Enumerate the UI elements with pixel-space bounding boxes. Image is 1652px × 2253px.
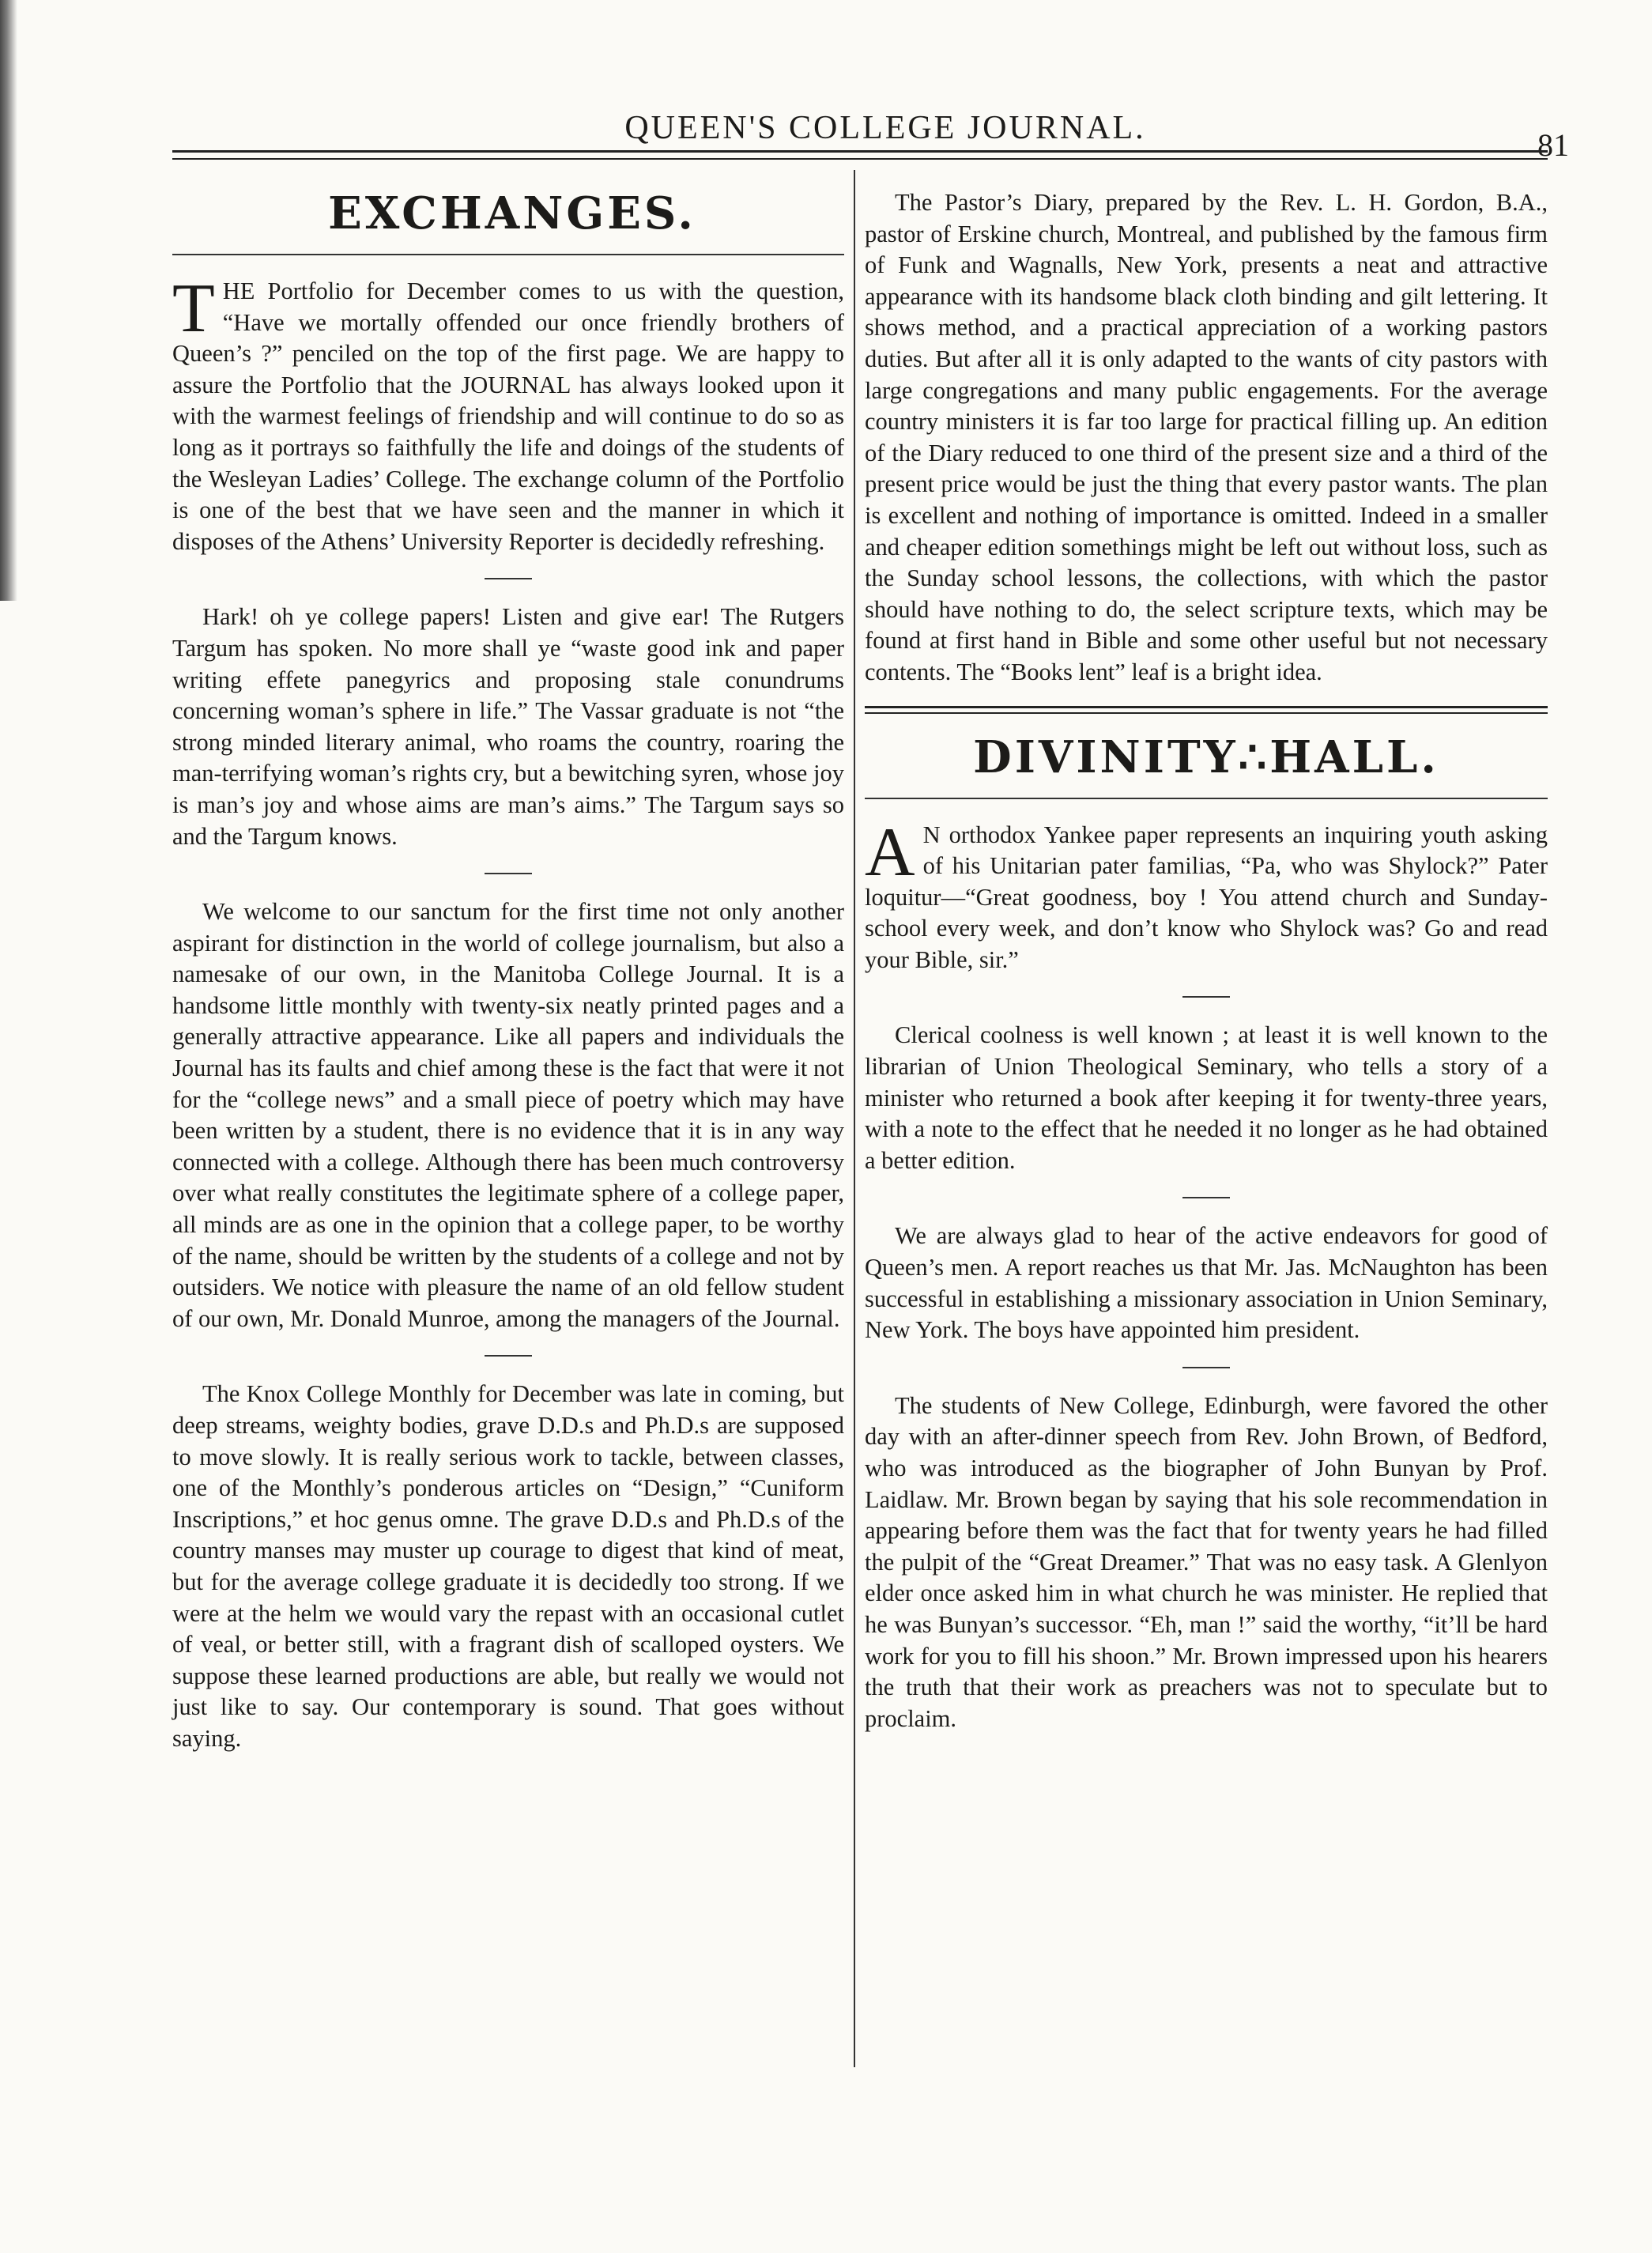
exchange-portfolio-paragraph (172, 270, 844, 557)
separator-rule (485, 1355, 532, 1357)
separator-rule (1182, 1367, 1230, 1368)
paragraph-text: N orthodox Yankee paper represents an inquiring youth asking of his Unitarian pater familias, “Pa, who was Shylock?” Pater loquitur—“Great goodness, boy ! You attend church and Sunday-school every week, and don’t know who Shylock was? Go and read your Bible, sir.” (865, 821, 1548, 973)
divinity-hall-heading: DIVINITY∴HALL. (973, 730, 1439, 783)
separator-rule (1182, 996, 1230, 998)
header-rule-double (172, 158, 1548, 160)
paragraph-text: HE Portfolio for December comes to us with the question, “Have we mortally offended our once friendly brothers of Queen’s ?” penciled on the top of the first page. We are happy to assure the Portfolio that the JOURNAL has always looked upon it with the warmest feelings of friendship and will continue to do so as long as it portrays so faithfully the life and doings of the students of the Wesleyan Ladies’ College. The exchange column of the Portfolio is one of the best that we have seen and the manner in which it disposes of the Athens’ University Reporter is decidedly refreshing. (172, 277, 844, 555)
page-number: 81 (1537, 127, 1569, 163)
separator-rule (1182, 1197, 1230, 1198)
mcnaughton-paragraph: We are always glad to hear of the active endeavors for good of Queen’s men. A report reaches us that Mr. Jas. McNaughton has been successful in establishing a missionary association in Union Seminary, New York. The boys have appointed him president. (865, 1222, 1548, 1344)
exchange-manitoba-paragraph: We welcome to our sanctum for the first time not only another aspirant for distinction in the world of college journalism, but also a namesake of our own, in the Manitoba College Journal. It is a handsome little monthly with twenty-six neatly printed pages and a generally attractive appearance. Like all papers and individuals the Journal has its faults and chief among these is the fact that were it not for the “college news” and a small piece of poetry which may have been written by a student, there is no evidence that it is in any way connected with a college. Although there has been much controversy over what really constitutes the legitimate sphere of a college paper, all minds are as one in the opinion that a college paper, to be worthy of the name, should be written by the students of a college and not by outsiders. We notice with pleasure the name of an old fellow student of our own, Mr. Donald Munroe, among the managers of the Journal. (172, 898, 844, 1332)
heading-rule (865, 798, 1548, 799)
drop-cap: A (865, 813, 915, 891)
exchange-targum-paragraph: Hark! oh ye college papers! Listen and give ear! The Rutgers Targum has spoken. No more shall ye “waste good ink and paper writing effete panegyrics and proposing stale conundrums concerning woman’s sphere in life.” The Vassar graduate is not “the strong minded literary animal, who roams the country, roaring the man-terrifying woman’s rights cry, but a bewitching syren, whose joy is man’s joy and whose aims are man’s aims.” The Targum says so and the Targum knows. (172, 603, 844, 850)
separator-rule (485, 873, 532, 874)
drop-cap: T (172, 270, 215, 347)
new-college-paragraph: The students of New College, Edinburgh, were favored the other day with an after-dinner speech from Rev. John Brown, of Bedford, who was introduced as the biographer of John Bunyan by Prof. Laidlaw. Mr. Brown began by saying that his sole recommendation in appearing before them was the fact that for twenty years he had filled the pulpit of the “Great Dreamer.” That was no easy task. A Glenlyon elder once asked him in what church he was minister. He replied that he was Bunyan’s successor. “Eh, man !” said the worthy, “it’ll be hard work for you to fill his shoon.” Mr. Brown impressed upon his hearers the truth that their work as preachers was not to speculate but to proclaim. (865, 1391, 1548, 1732)
column-divider (854, 170, 855, 2067)
scan-edge-shadow (0, 0, 17, 601)
header-rule (172, 150, 1548, 153)
section-divider (865, 706, 1548, 714)
heading-rule (172, 254, 844, 255)
running-title: QUEEN'S COLLEGE JOURNAL. (624, 110, 1146, 146)
exchanges-heading: EXCHANGES. (328, 187, 696, 240)
shylock-paragraph (865, 813, 1548, 976)
pastors-diary-paragraph: The Pastor’s Diary, prepared by the Rev. L. H. Gordon, B.A., pastor of Erskine church, Montreal, and published by the famous firm of Funk and Wagnalls, New York, presents a neat and attractive appearance with its handsome black cloth binding and gilt lettering. It shows method, and a practical appreciation of a working pastors duties. But after all it is only adapted to the wants of city pastors with large congregations and many public engagements. For the average country ministers it is far too large for practical filling up. An edition of the Diary reduced to one third of the present size and a third of the present price would be just the thing that every pastor wants. The plan is excellent and nothing of importance is omitted. Indeed in a smaller and cheaper edition somethings might be left out without loss, such as the Sunday school lessons, the collections, with which the pastor should have nothing to do, the select scripture texts, which may be found at first hand in Bible and some other useful but not necessary contents. The “Books lent” leaf is a bright idea. (865, 189, 1548, 685)
left-column (172, 170, 844, 1755)
separator-rule (485, 578, 532, 579)
right-column (865, 170, 1548, 1734)
clerical-coolness-paragraph: Clerical coolness is well known ; at least it is well known to the librarian of Union Theological Seminary, who tells a story of a minister who returned a book after keeping it for twenty-three years, with a note to the effect that he needed it no longer as he had obtained a better edition. (865, 1021, 1548, 1174)
exchange-knox-paragraph: The Knox College Monthly for December was late in coming, but deep streams, weighty bodies, grave D.D.s and Ph.D.s are supposed to move slowly. It is really serious work to tackle, between classes, one of the Monthly’s ponderous articles on “Design,” “Cuniform Inscriptions,” et hoc genus omne. The grave D.D.s and Ph.D.s of the country manses may muster up courage to digest that kind of meat, but for the average college graduate it is decidedly too strong. If we were at the helm we would vary the repast with an occasional cutlet of veal, or better still, with a fragrant dish of scalloped oysters. We suppose these learned productions are able, but really we would not just like to say. Our contemporary is sound. That goes without saying. (172, 1380, 844, 1752)
